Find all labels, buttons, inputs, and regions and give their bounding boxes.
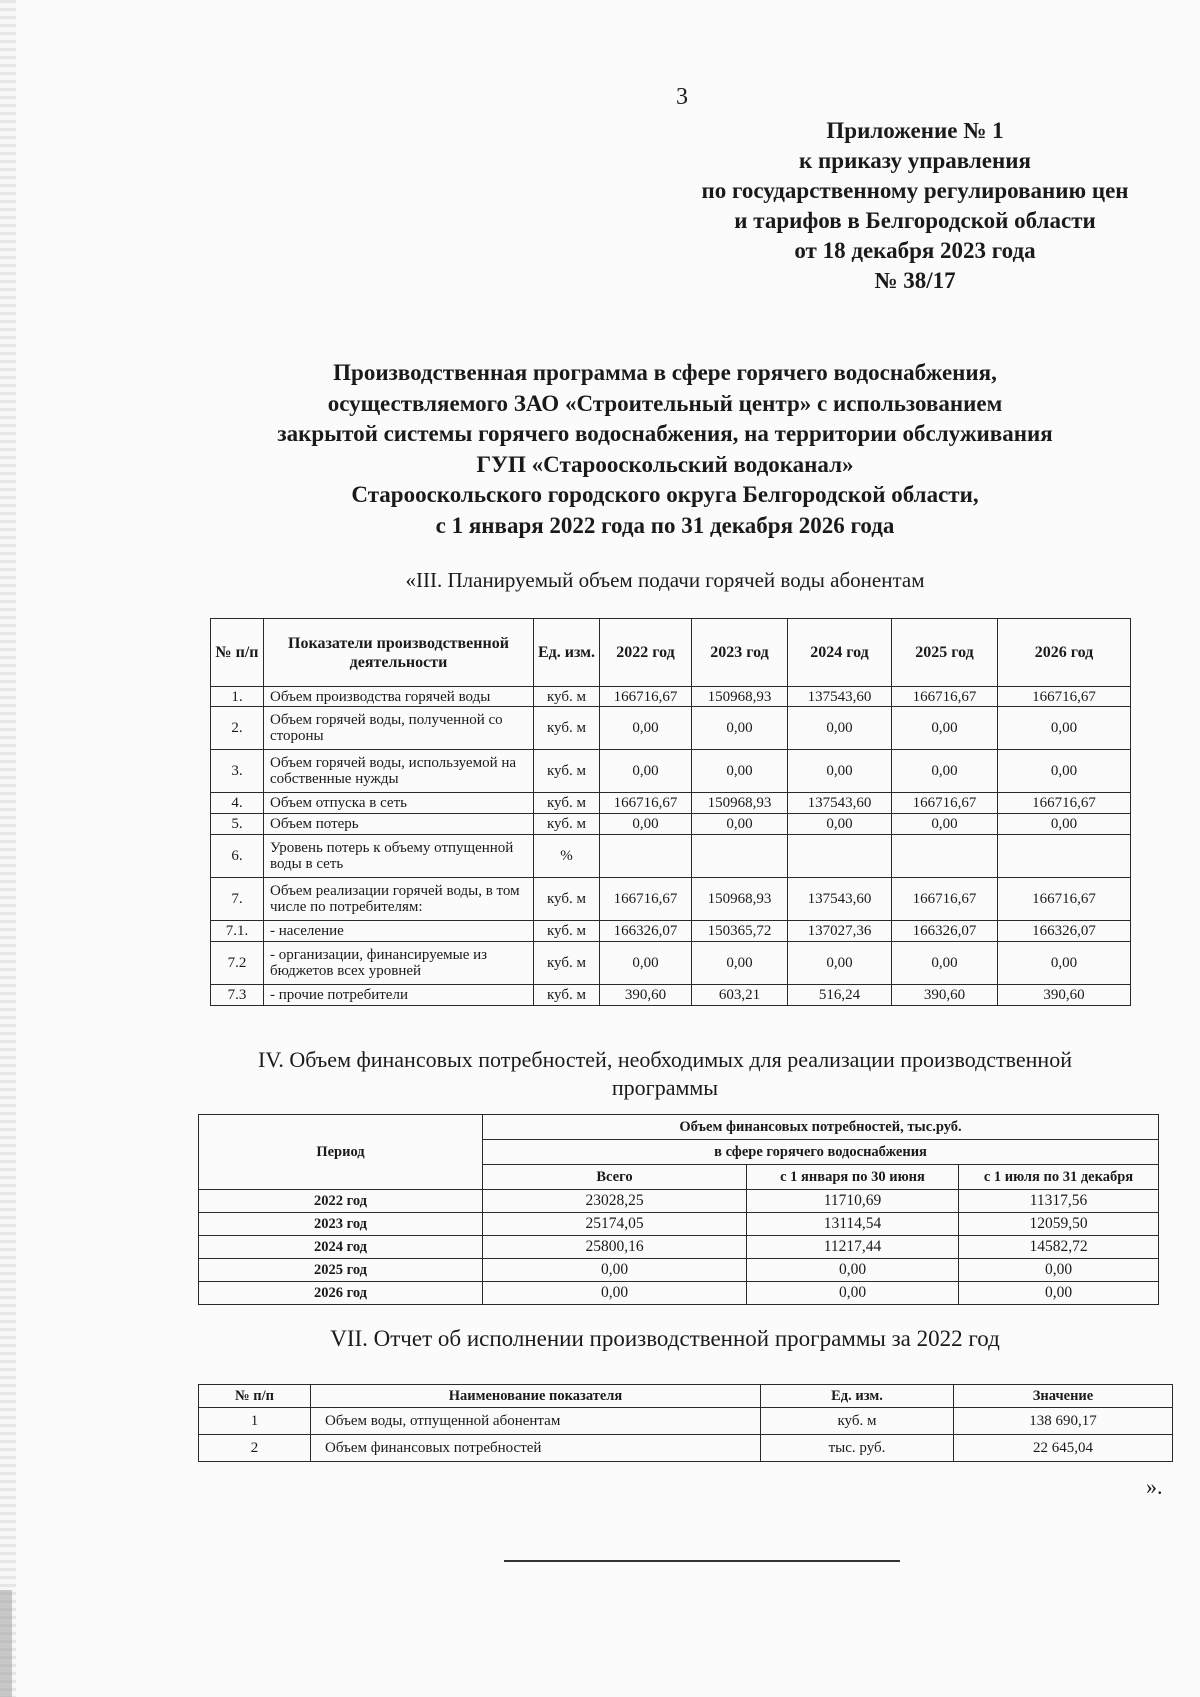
row-unit: тыс. руб. (761, 1435, 954, 1462)
row-period: 2023 год (199, 1213, 483, 1236)
row-value (692, 835, 788, 878)
row-label: Объем горячей воды, полученной со стороны (264, 707, 534, 750)
row-total: 0,00 (483, 1282, 747, 1305)
row-value: 166716,67 (998, 793, 1131, 814)
col-header-num: № п/п (199, 1385, 311, 1408)
table-row (199, 1190, 1159, 1213)
row-label: Объем реализации горячей воды, в том числе по потребителям: (264, 878, 534, 921)
row-value: 390,60 (600, 985, 692, 1006)
row-first-half: 13114,54 (747, 1213, 959, 1236)
row-num: 1 (199, 1408, 311, 1435)
row-value: 0,00 (998, 814, 1131, 835)
col-header-year: 2023 год (692, 619, 788, 687)
row-num: 1. (211, 687, 264, 707)
col-header-value: Значение (954, 1385, 1173, 1408)
row-value: 137027,36 (788, 921, 892, 942)
row-value: 137543,60 (788, 878, 892, 921)
col-header-year: 2022 год (600, 619, 692, 687)
row-num: 3. (211, 750, 264, 793)
row-value: 0,00 (692, 750, 788, 793)
row-value: 150968,93 (692, 687, 788, 707)
appendix-line: Приложение № 1 (826, 118, 1004, 143)
row-unit: % (534, 835, 600, 878)
row-unit: куб. м (761, 1408, 954, 1435)
hot-water-supply-table (210, 618, 1131, 1006)
table-row (199, 1259, 1159, 1282)
row-value: 0,00 (998, 707, 1131, 750)
closing-quote-mark: ». (1146, 1474, 1163, 1499)
row-second-half: 14582,72 (959, 1236, 1159, 1259)
row-indicator-name: Объем финансовых потребностей (311, 1435, 761, 1462)
row-value: 166716,67 (892, 687, 998, 707)
row-label: Объем потерь (264, 814, 534, 835)
row-period: 2024 год (199, 1236, 483, 1259)
row-value: 603,21 (692, 985, 788, 1006)
row-value: 0,00 (692, 814, 788, 835)
row-unit: куб. м (534, 687, 600, 707)
row-num: 2 (199, 1435, 311, 1462)
col-header-financial-volume: Объем финансовых потребностей, тыс.руб. (483, 1115, 1159, 1140)
scan-edge-artifact (0, 0, 16, 1697)
table-row (211, 835, 1131, 878)
row-value: 390,60 (892, 985, 998, 1006)
program-title-line: с 1 января 2022 года по 31 декабря 2026 года (435, 512, 895, 538)
row-value: 0,00 (600, 750, 692, 793)
row-period: 2026 год (199, 1282, 483, 1305)
appendix-line: и тарифов в Белгородской области (734, 208, 1096, 233)
col-header-unit: Ед. изм. (761, 1385, 954, 1408)
row-value: 166326,07 (998, 921, 1131, 942)
row-value: 166326,07 (600, 921, 692, 942)
program-title (200, 358, 1130, 541)
row-label: Объем горячей воды, используемой на собственные нужды (264, 750, 534, 793)
row-value: 150968,93 (692, 878, 788, 921)
row-value: 0,00 (998, 750, 1131, 793)
row-value: 0,00 (600, 942, 692, 985)
table-row (211, 942, 1131, 985)
section-3-title: «III. Планируемый объем подачи горячей воды абонентам (405, 568, 925, 592)
page-number: 3 (676, 84, 688, 110)
row-value: 0,00 (788, 942, 892, 985)
section-4-title (200, 1046, 1130, 1102)
row-value: 166716,67 (600, 878, 692, 921)
col-header-indicator-name: Наименование показателя (311, 1385, 761, 1408)
table-row (199, 1282, 1159, 1305)
row-num: 4. (211, 793, 264, 814)
appendix-header (660, 116, 1170, 296)
col-header-total: Всего (483, 1165, 747, 1190)
col-header-year: 2025 год (892, 619, 998, 687)
appendix-line: от 18 декабря 2023 года (794, 238, 1036, 263)
row-label: Уровень потерь к объему отпущенной воды в сеть (264, 835, 534, 878)
col-header-period: Период (199, 1115, 483, 1190)
row-value: 166716,67 (600, 793, 692, 814)
row-value: 138 690,17 (954, 1408, 1173, 1435)
row-label: - прочие потребители (264, 985, 534, 1006)
row-value: 0,00 (600, 707, 692, 750)
row-total: 25174,05 (483, 1213, 747, 1236)
row-value: 150365,72 (692, 921, 788, 942)
col-header-num: № п/п (211, 619, 264, 687)
row-num: 6. (211, 835, 264, 878)
appendix-line: по государственному регулированию цен (701, 178, 1129, 203)
section-4-title-line: IV. Объем финансовых потребностей, необходимых для реализации производственной (258, 1047, 1072, 1072)
row-value: 0,00 (892, 750, 998, 793)
col-header-year: 2026 год (998, 619, 1131, 687)
row-value: 166716,67 (892, 793, 998, 814)
row-value: 0,00 (692, 707, 788, 750)
program-title-line: Производственная программа в сфере горячего водоснабжения, (333, 360, 997, 385)
table-row (211, 878, 1131, 921)
row-value: 166716,67 (600, 687, 692, 707)
row-value: 166326,07 (892, 921, 998, 942)
row-unit: куб. м (534, 793, 600, 814)
row-num: 7.3 (211, 985, 264, 1006)
row-second-half: 0,00 (959, 1259, 1159, 1282)
row-label: Объем отпуска в сеть (264, 793, 534, 814)
row-first-half: 0,00 (747, 1259, 959, 1282)
col-header-first-half: с 1 января по 30 июня (747, 1165, 959, 1190)
row-value: 166716,67 (998, 878, 1131, 921)
row-label: - организации, финансируемые из бюджетов всех уровней (264, 942, 534, 985)
col-header-unit: Ед. изм. (534, 619, 600, 687)
row-num: 7. (211, 878, 264, 921)
row-value: 0,00 (788, 814, 892, 835)
table-row (211, 985, 1131, 1006)
col-header-year: 2024 год (788, 619, 892, 687)
row-label: - население (264, 921, 534, 942)
row-second-half: 0,00 (959, 1282, 1159, 1305)
section-4-title-line: программы (611, 1075, 719, 1100)
row-unit: куб. м (534, 942, 600, 985)
row-label: Объем производства горячей воды (264, 687, 534, 707)
row-unit: куб. м (534, 750, 600, 793)
table-row (199, 1435, 1173, 1462)
row-value: 0,00 (788, 707, 892, 750)
table-row (199, 1236, 1159, 1259)
row-value: 0,00 (998, 942, 1131, 985)
row-total: 0,00 (483, 1259, 747, 1282)
row-value: 0,00 (788, 750, 892, 793)
row-first-half: 0,00 (747, 1282, 959, 1305)
row-num: 2. (211, 707, 264, 750)
row-num: 7.2 (211, 942, 264, 985)
row-value: 0,00 (892, 942, 998, 985)
row-first-half: 11710,69 (747, 1190, 959, 1213)
row-unit: куб. м (534, 985, 600, 1006)
col-header-second-half: с 1 июля по 31 декабря (959, 1165, 1159, 1190)
table-row (211, 921, 1131, 942)
footer-separator-line (504, 1560, 900, 1562)
row-value (892, 835, 998, 878)
row-period: 2025 год (199, 1259, 483, 1282)
row-value: 166716,67 (998, 687, 1131, 707)
row-second-half: 12059,50 (959, 1213, 1159, 1236)
row-value: 166716,67 (892, 878, 998, 921)
table-row (199, 1213, 1159, 1236)
row-value: 516,24 (788, 985, 892, 1006)
row-unit: куб. м (534, 814, 600, 835)
row-num: 7.1. (211, 921, 264, 942)
row-unit: куб. м (534, 707, 600, 750)
row-total: 23028,25 (483, 1190, 747, 1213)
row-value: 22 645,04 (954, 1435, 1173, 1462)
appendix-line: к приказу управления (799, 148, 1031, 173)
row-value (788, 835, 892, 878)
program-title-line: осуществляемого ЗАО «Строительный центр» с использованием (327, 390, 1003, 416)
execution-report-table (198, 1384, 1173, 1462)
table-row (199, 1408, 1173, 1435)
row-value: 0,00 (892, 814, 998, 835)
row-value: 150968,93 (692, 793, 788, 814)
row-value: 137543,60 (788, 793, 892, 814)
scan-edge-artifact-bottom (0, 1590, 12, 1697)
row-value: 390,60 (998, 985, 1131, 1006)
row-total: 25800,16 (483, 1236, 747, 1259)
row-unit: куб. м (534, 921, 600, 942)
col-header-indicator: Показатели производственной деятельности (264, 619, 534, 687)
program-title-line: Старооскольского городского округа Белгородской области, (351, 482, 979, 507)
row-value (998, 835, 1131, 878)
section-7-title: VII. Отчет об исполнении производственной программы за 2022 год (330, 1326, 1000, 1351)
program-title-line: закрытой системы горячего водоснабжения, на территории обслуживания (277, 421, 1053, 446)
row-value: 137543,60 (788, 687, 892, 707)
program-title-line: ГУП «Старооскольский водоканал» (476, 451, 854, 477)
row-first-half: 11217,44 (747, 1236, 959, 1259)
row-indicator-name: Объем воды, отпущенной абонентам (311, 1408, 761, 1435)
table-row (211, 707, 1131, 750)
table-row (211, 793, 1131, 814)
table-row (211, 814, 1131, 835)
row-value: 0,00 (692, 942, 788, 985)
row-value (600, 835, 692, 878)
appendix-line: № 38/17 (874, 268, 956, 293)
row-unit: куб. м (534, 878, 600, 921)
row-value: 0,00 (892, 707, 998, 750)
col-header-hot-water-sphere: в сфере горячего водоснабжения (483, 1140, 1159, 1165)
table-row (211, 687, 1131, 707)
row-num: 5. (211, 814, 264, 835)
row-period: 2022 год (199, 1190, 483, 1213)
table-row (211, 750, 1131, 793)
row-value: 0,00 (600, 814, 692, 835)
financial-needs-table (198, 1114, 1159, 1305)
row-second-half: 11317,56 (959, 1190, 1159, 1213)
